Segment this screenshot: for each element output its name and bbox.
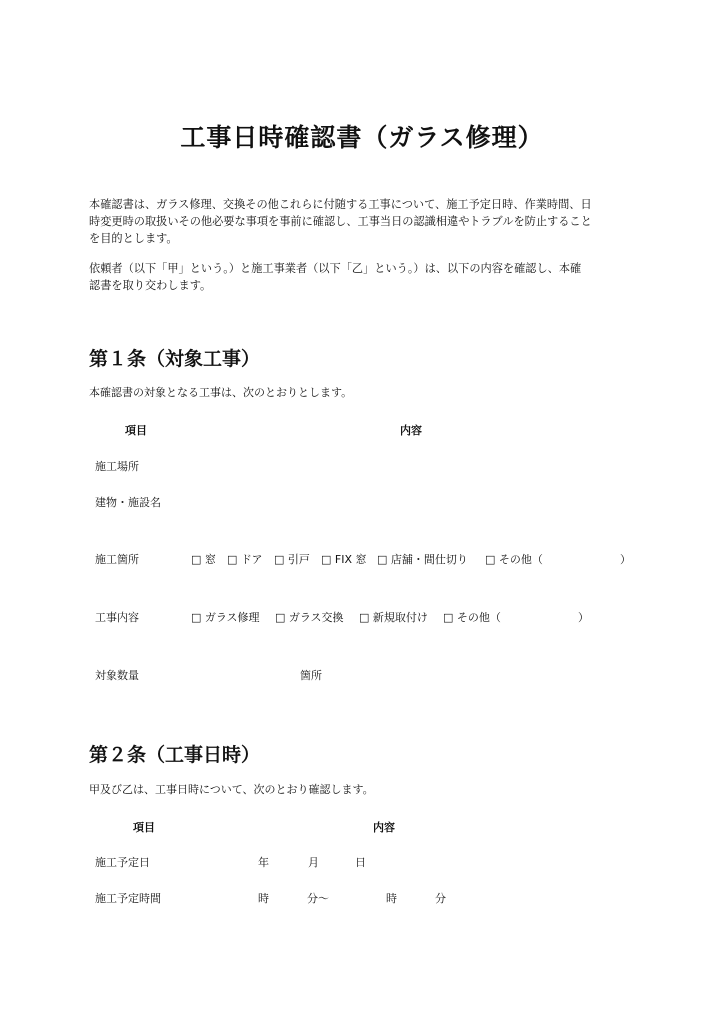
row-label-time: 施工予定時間 (95, 892, 161, 905)
quantity-unit: 箇所 (300, 669, 322, 682)
intro-line-1: 本確認書は、ガラス修理、交換その他これらに付随する工事について、施工予定日時、作業時間、日 (89, 198, 592, 211)
area-option-other[interactable]: □ その他（ (485, 553, 543, 566)
date-unit-month: 月 (308, 856, 319, 869)
work-option-replace[interactable]: □ ガラス交換 (275, 611, 344, 624)
time-unit-start-hour: 時 (258, 892, 269, 905)
article2-col-content: 内容 (373, 821, 395, 834)
work-option-other[interactable]: □ その他（ (443, 611, 501, 624)
row-label-quantity: 対象数量 (95, 669, 139, 682)
area-option-store-partition[interactable]: □ 店舗・間仕切り (377, 553, 468, 566)
area-option-window[interactable]: □ 窓 (191, 553, 216, 566)
parties-line-1: 依頼者（以下「甲」という。）と施工事業者（以下「乙」という。）は、以下の内容を確認し、本確 (89, 262, 582, 275)
area-option-door[interactable]: □ ドア (227, 553, 263, 566)
intro-paragraph (89, 196, 639, 247)
date-unit-day: 日 (355, 856, 366, 869)
time-unit-end-hour: 時 (386, 892, 397, 905)
row-label-date: 施工予定日 (95, 856, 150, 869)
article2-col-item: 項目 (133, 821, 155, 834)
parties-paragraph (89, 260, 639, 294)
time-unit-end-minute: 分 (435, 892, 446, 905)
date-unit-year: 年 (258, 856, 269, 869)
article1-lead: 本確認書の対象となる工事は、次のとおりとします。 (89, 386, 353, 399)
article2-heading: 第２条（工事日時） (89, 744, 261, 766)
intro-line-3: を目的とします。 (89, 232, 178, 245)
row-label-location: 施工場所 (95, 460, 139, 473)
work-other-close: ） (578, 611, 589, 624)
row-label-building: 建物・施設名 (95, 496, 161, 509)
row-label-area: 施工箇所 (95, 553, 139, 566)
article2-lead: 甲及び乙は、工事日時について、次のとおり確認します。 (89, 783, 374, 796)
time-unit-start-minute: 分～ (307, 892, 329, 905)
work-option-repair[interactable]: □ ガラス修理 (191, 611, 260, 624)
row-label-work: 工事内容 (95, 611, 139, 624)
area-option-sliding-door[interactable]: □ 引戸 (274, 553, 310, 566)
article1-col-content: 内容 (400, 424, 422, 437)
area-other-close: ） (620, 553, 631, 566)
document-title: 工事日時確認書（ガラス修理） (180, 123, 544, 152)
intro-line-2: 時変更時の取扱いその他必要な事項を事前に確認し、工事当日の認識相違やトラブルを防止すること (89, 215, 592, 228)
work-option-new-install[interactable]: □ 新規取付け (359, 611, 428, 624)
parties-line-2: 認書を取り交わします。 (89, 279, 212, 292)
article1-col-item: 項目 (125, 424, 147, 437)
article1-heading: 第１条（対象工事） (89, 348, 261, 370)
area-option-fix-window[interactable]: □ FIX 窓 (321, 553, 367, 566)
